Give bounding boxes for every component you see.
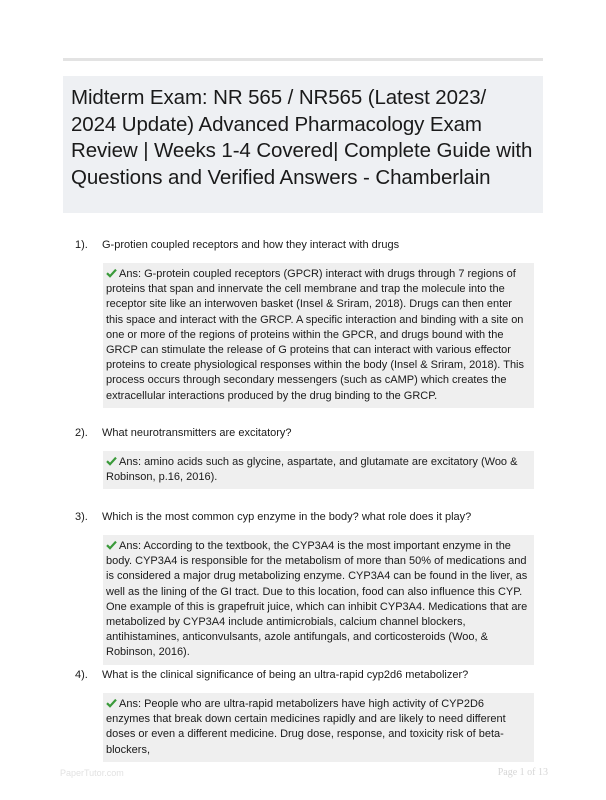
question-number: 2). <box>75 427 88 439</box>
checkmark-icon <box>106 698 117 708</box>
answer-text: Ans: People who are ultra-rapid metabolizers have high activity of CYP2D6 enzymes that break down certain medicines rapidly and are likely to need different doses or even a different medicine. Drug dose, response, and toxicity risk of beta-blockers, <box>106 698 506 756</box>
question-text: What is the clinical significance of being an ultra-rapid cyp2d6 metabolizer? <box>102 669 469 681</box>
top-divider <box>63 58 543 61</box>
question-text: What neurotransmitters are excitatory? <box>102 427 292 439</box>
question-number: 1). <box>75 239 88 251</box>
answer-text: Ans: amino acids such as glycine, aspartate, and glutamate are excitatory (Woo & Robinson, p.16, 2016). <box>106 456 518 484</box>
footer-watermark: PaperTutor.com <box>60 768 124 778</box>
answer-box-4 <box>103 693 534 762</box>
answer-box-3 <box>103 535 534 665</box>
question-text: G-protien coupled receptors and how they interact with drugs <box>102 239 400 251</box>
checkmark-icon <box>106 540 117 550</box>
answer-box-1 <box>103 263 534 408</box>
checkmark-icon <box>106 456 117 466</box>
question-number: 4). <box>75 669 88 681</box>
answer-text: Ans: According to the textbook, the CYP3A4 is the most important enzyme in the body. CYP3A4 is responsible for the metabolism of more than 50% of medications and is considered a major drug metabolizing enzyme. CYP3A4 can be found in the liver, as well as the lining of the GI tract. Due to this location, food can also influence this CYP. One example of this is grapefruit juice, which can inhibit CYP3A4. Medications that are metabolized by CYP3A4 include antimicrobials, calcium channel blockers, antihistamines, anticonvulsants, azole antifungals, and corticosteroids (Woo, & Robinson, 2016). <box>106 540 528 659</box>
title-box <box>63 76 543 213</box>
page-number: Page 1 of 13 <box>497 767 548 778</box>
document-title: Midterm Exam: NR 565 / NR565 (Latest 2023/ 2024 Update) Advanced Pharmacology Exam Review | Weeks 1-4 Covered| Complete Guide with Questions and Verified Answers - Chamberlain <box>71 86 533 189</box>
question-text: Which is the most common cyp enzyme in the body? what role does it play? <box>102 511 472 523</box>
answer-box-2 <box>103 451 534 489</box>
question-number: 3). <box>75 511 88 523</box>
answer-text: Ans: G-protein coupled receptors (GPCR) interact with drugs through 7 regions of proteins that span and innervate the cell membrane and trap the molecule into the receptor site like an interwoven basket (Insel & Sriram, 2018). Drugs can then enter this space and interact with the GRCP. A specific interaction and binding with a site on one or more of the regions of proteins within the GPCR, and drugs bound with the GRCP can stimulate the release of G proteins that can interact with various effector proteins to create physiological responses within the body (Insel & Sriram, 2018). This process occurs through secondary messengers (such as cAMP) which creates the extracellular interactions produced by the drug binding to the GRCP. <box>106 268 525 402</box>
checkmark-icon <box>106 268 117 278</box>
